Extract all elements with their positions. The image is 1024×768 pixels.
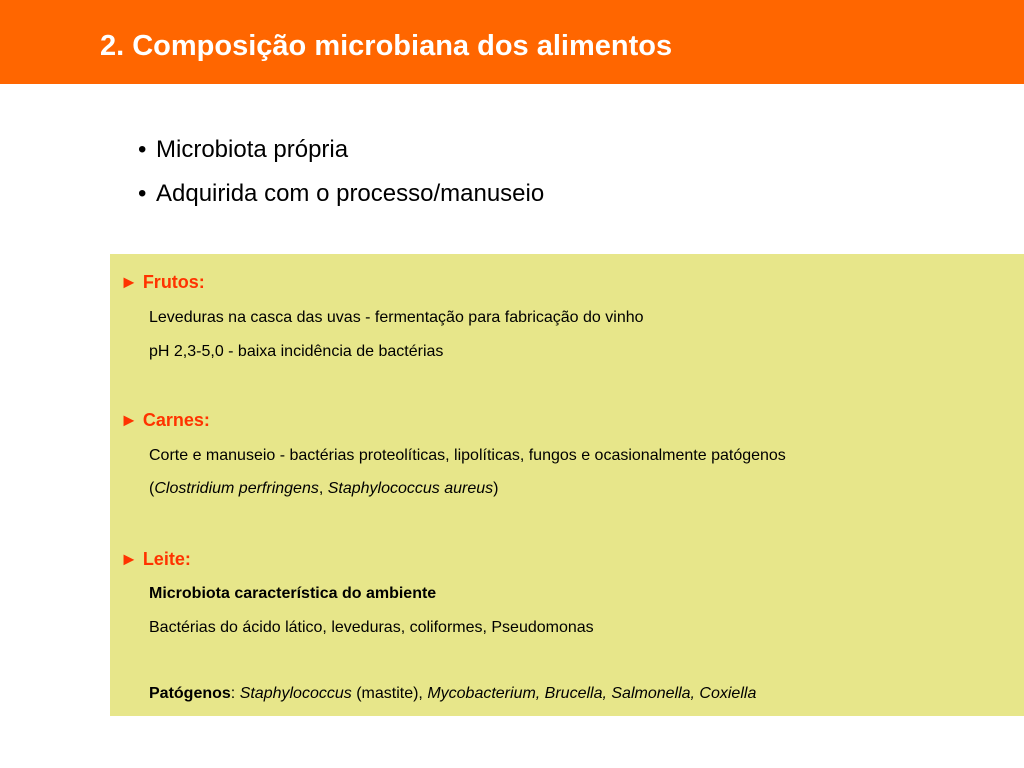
bullet-dot-icon: • — [138, 136, 147, 163]
paren-close: ) — [493, 480, 499, 497]
organism-list: Mycobacterium, Brucella, Salmonella, Coxiella — [427, 685, 757, 702]
title-bar — [0, 0, 1024, 84]
organism-staphylococcus: Staphylococcus — [239, 685, 352, 702]
section-heading-carnes: ► Carnes: — [120, 410, 210, 430]
bullet-text: Microbiota própria — [156, 136, 349, 163]
bullet-list — [138, 128, 544, 216]
patogenos-colon: : — [230, 685, 240, 702]
carnes-species-line — [149, 479, 499, 499]
section-heading-leite: ► Leite: — [120, 549, 191, 569]
species-staphylococcus: Staphylococcus aureus — [327, 480, 494, 497]
patogenos-note: (mastite), — [351, 685, 428, 702]
leite-line: Bactérias do ácido lático, leveduras, coliformes, Pseudomonas — [149, 619, 594, 636]
slide-title: 2. Composição microbiana dos alimentos — [100, 30, 673, 62]
species-clostridium: Clostridium perfringens — [154, 480, 319, 497]
carnes-line: Corte e manuseio - bactérias proteolíticas, lipolíticas, fungos e ocasionalmente patógenos — [149, 447, 786, 464]
bullet-text: Adquirida com o processo/manuseio — [156, 180, 545, 207]
patogenos-line — [149, 684, 756, 704]
bullet-item — [138, 128, 544, 172]
paren-open: ( — [149, 480, 155, 497]
separator: , — [318, 480, 328, 497]
info-box — [110, 254, 1024, 716]
frutos-line: Leveduras na casca das uvas - fermentação para fabricação do vinho — [149, 309, 644, 326]
frutos-line: pH 2,3-5,0 - baixa incidência de bactérias — [149, 343, 444, 360]
patogenos-label: Patógenos — [149, 685, 231, 702]
section-heading-frutos: ► Frutos: — [120, 272, 205, 292]
bullet-dot-icon: • — [138, 180, 147, 207]
bullet-item — [138, 172, 544, 216]
leite-bold-line: Microbiota característica do ambiente — [149, 585, 437, 602]
